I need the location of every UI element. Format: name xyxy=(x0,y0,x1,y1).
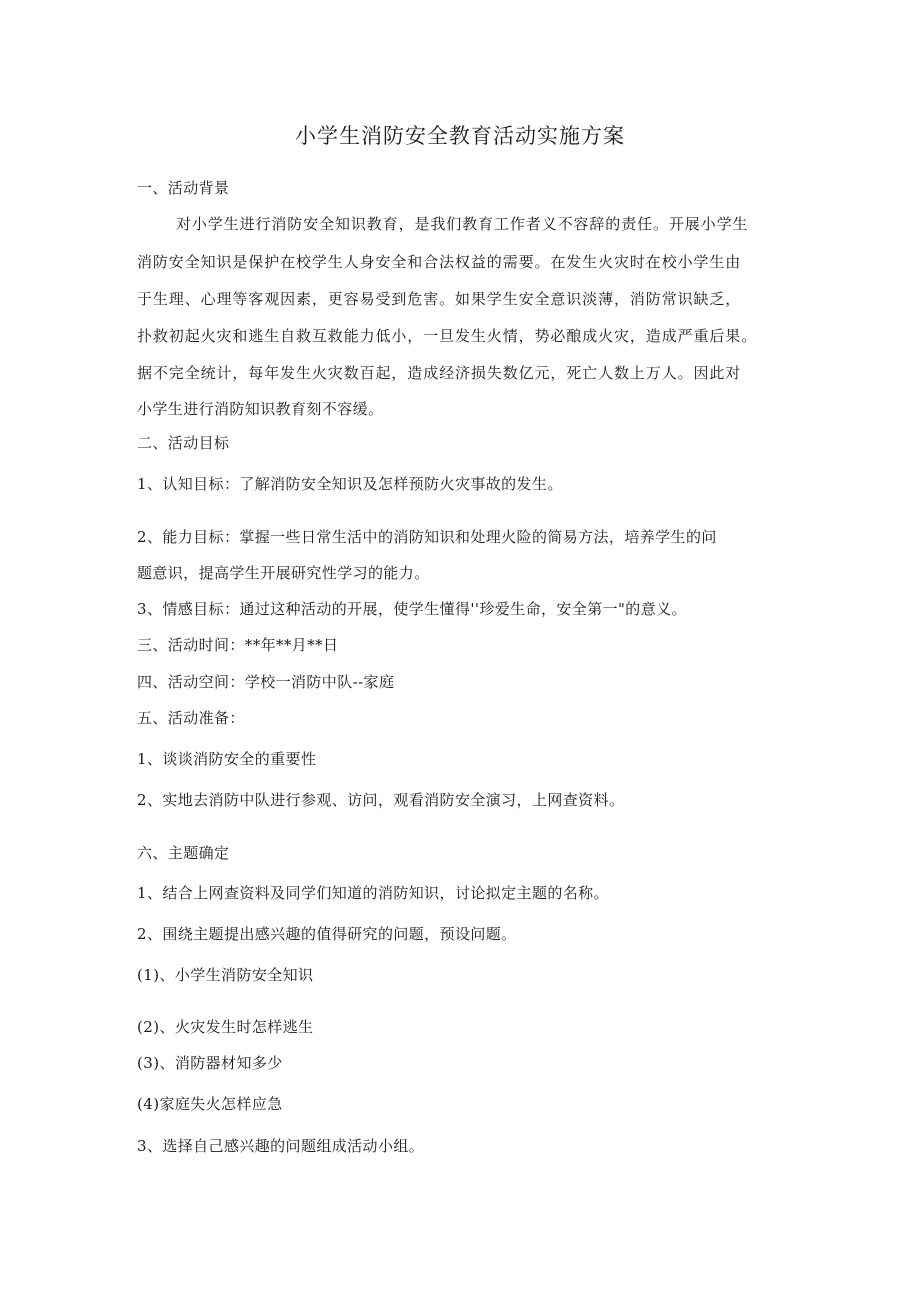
preparation-item: 2、实地去消防中队进行参观、访问，观看消防安全演习，上网查资料。 xyxy=(137,791,625,809)
heading-time: 三、活动时间：**年**月**日 xyxy=(137,636,339,654)
paragraph-line: 扑救初起火灾和逃生自救互救能力低小，一旦发生火情，势必酿成火灾，造成严重后果。 xyxy=(137,327,758,345)
paragraph-line: 小学生进行消防知识教育刻不容缓。 xyxy=(137,400,384,418)
question-item: (4)家庭失火怎样应急 xyxy=(137,1095,283,1113)
theme-item: 2、围绕主题提出感兴趣的值得研究的问题，预设问题。 xyxy=(137,925,517,943)
heading-goals: 二、活动目标 xyxy=(137,434,230,452)
paragraph-line: 消防安全知识是保护在校学生人身安全和合法权益的需要。在发生火灾时在校小学生由 xyxy=(137,253,742,271)
goal-item: 3、情感目标：通过这种活动的开展，使学生懂得''珍爱生命，安全第一"的意义。 xyxy=(137,600,687,618)
theme-item: 1、结合上网查资料及同学们知道的消防知识，讨论拟定主题的名称。 xyxy=(137,884,609,902)
theme-item: 3、选择自己感兴趣的问题组成活动小组。 xyxy=(137,1137,425,1155)
paragraph-line: 据不完全统计，每年发生火灾数百起，造成经济损失数亿元，死亡人数上万人。因此对 xyxy=(137,364,742,382)
question-item: (1)、小学生消防安全知识 xyxy=(137,966,314,984)
paragraph-line: 于生理、心理等客观因素，更容易受到危害。如果学生安全意识淡薄，消防常识缺乏， xyxy=(137,290,742,308)
goal-item: 1、认知目标：了解消防安全知识及怎样预防火灾事故的发生。 xyxy=(137,475,563,493)
question-item: (2)、火灾发生时怎样逃生 xyxy=(137,1018,314,1036)
heading-space: 四、活动空间：学校一消防中队--家庭 xyxy=(137,673,395,691)
paragraph-line: 对小学生进行消防安全知识教育，是我们教育工作者义不容辞的责任。开展小学生 xyxy=(176,215,749,233)
heading-background: 一、活动背景 xyxy=(137,179,230,197)
goal-item-continued: 题意识，提高学生开展研究性学习的能力。 xyxy=(137,564,430,582)
heading-preparation: 五、活动准备： xyxy=(137,709,245,727)
goal-item: 2、能力目标：掌握一些日常生活中的消防知识和处理火险的简易方法，培养学生的问 xyxy=(137,528,717,546)
document-title: 小学生消防安全教育活动实施方案 xyxy=(295,124,625,148)
question-item: (3)、消防器材知多少 xyxy=(137,1054,283,1072)
preparation-item: 1、谈谈消防安全的重要性 xyxy=(137,750,317,768)
heading-theme: 六、主题确定 xyxy=(137,844,230,862)
